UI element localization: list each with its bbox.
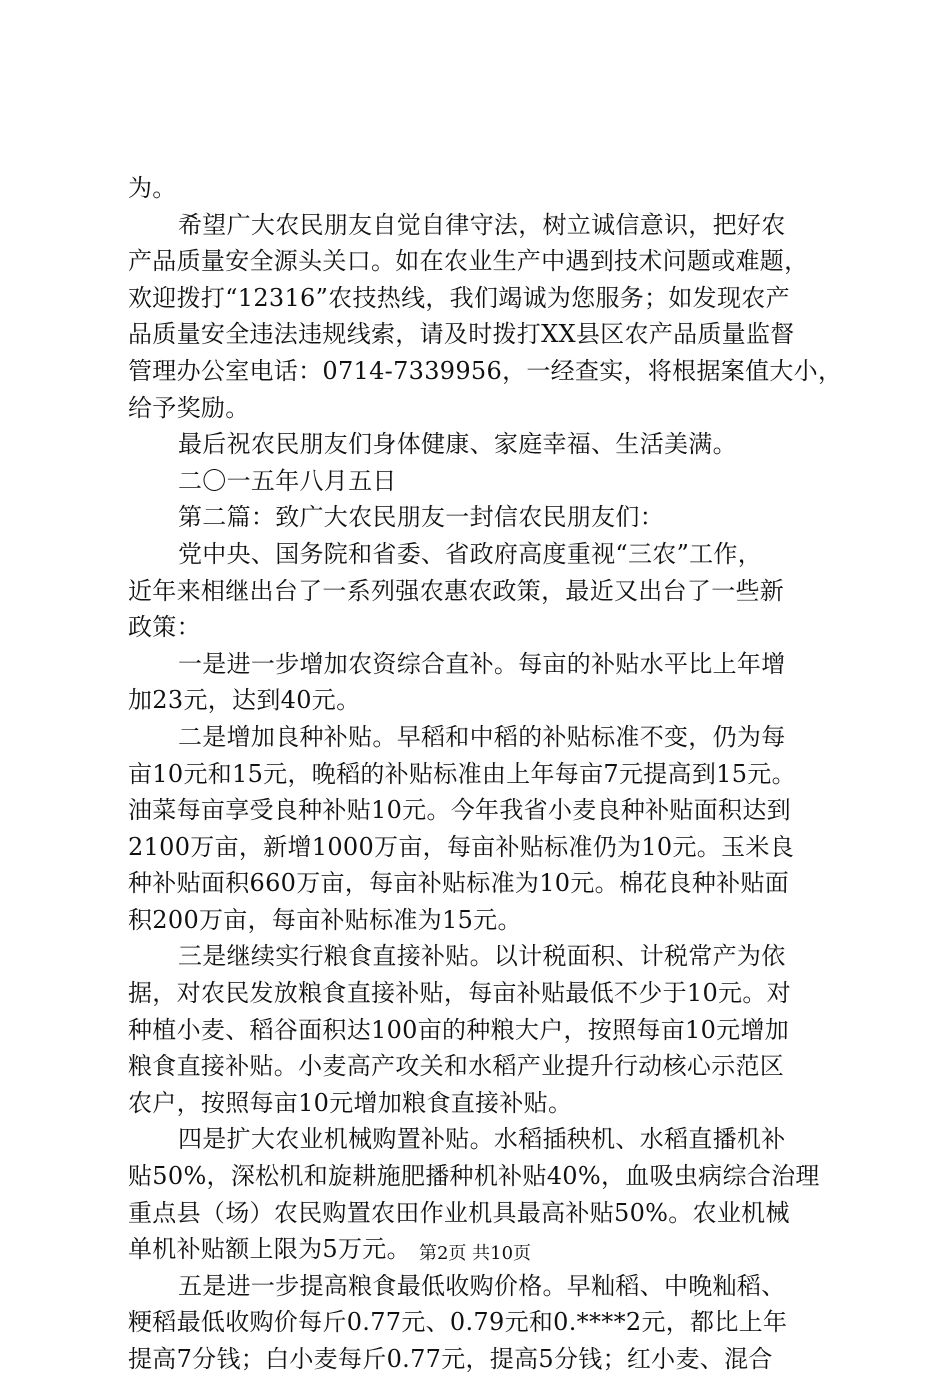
text-line: 积200万亩，每亩补贴标准为15元。	[128, 905, 522, 934]
text-line: 一是进一步增加农资综合直补。每亩的补贴水平比上年增	[178, 649, 786, 678]
text-line: 提高7分钱；白小麦每斤0.77元，提高5分钱；红小麦、混合	[128, 1345, 773, 1373]
text-line: 为。	[128, 174, 177, 202]
text-line: 二是增加良种补贴。早稻和中稻的补贴标准不变，仍为每	[178, 722, 786, 751]
text-line: 五是进一步提高粮食最低收购价格。早籼稻、中晚籼稻、	[178, 1271, 786, 1300]
text-line: 希望广大农民朋友自觉自律守法，树立诚信意识，把好农	[178, 210, 786, 239]
text-line: 品质量安全违法违规线索，请及时拨打XX县区农产品质量监督	[128, 320, 795, 349]
text-line: 粳稻最低收购价每斤0.77元、0.79元和0.****2元，都比上年	[128, 1308, 788, 1337]
text-line: 二〇一五年八月五日	[178, 466, 397, 495]
text-line: 第二篇：致广大农民朋友一封信农民朋友们：	[178, 503, 664, 532]
text-line: 近年来相继出台了一系列强农惠农政策，最近又出台了一些新	[128, 576, 785, 605]
text-line: 政策：	[128, 613, 201, 642]
text-line: 四是扩大农业机械购置补贴。水稻插秧机、水稻直播机补	[178, 1125, 786, 1154]
text-line: 单机补贴额上限为5万元。	[128, 1235, 411, 1264]
text-line: 三是继续实行粮食直接补贴。以计税面积、计税常产为依	[178, 942, 786, 971]
text-line: 农户，按照每亩10元增加粮食直接补贴。	[128, 1088, 573, 1117]
text-line: 据，对农民发放粮食直接补贴，每亩补贴最低不少于10元。对	[128, 979, 791, 1008]
text-line: 加23元，达到40元。	[128, 686, 361, 715]
text-line: 管理办公室电话：0714-7339956，一经查实，将根据案值大小，	[128, 356, 843, 385]
text-line: 党中央、国务院和省委、省政府高度重视“三农”工作，	[178, 539, 763, 568]
text-line: 油菜每亩享受良种补贴10元。今年我省小麦良种补贴面积达到	[128, 796, 791, 825]
text-line: 种补贴面积660万亩，每亩补贴标准为10元。棉花良种补贴面	[128, 869, 790, 898]
text-line: 欢迎拨打“12316”农技热线，我们竭诚为您服务；如发现农产	[128, 283, 790, 312]
page-footer: 第2页 共10页	[418, 1243, 532, 1264]
text-line: 最后祝农民朋友们身体健康、家庭幸福、生活美满。	[178, 430, 737, 459]
text-line: 2100万亩，新增1000万亩，每亩补贴标准仍为10元。玉米良	[128, 832, 794, 861]
text-line: 贴50%，深松机和旋耕施肥播种机补贴40%，血吸虫病综合治理	[128, 1162, 820, 1191]
text-line: 重点县（场）农民购置农田作业机具最高补贴50%。农业机械	[128, 1198, 790, 1227]
text-line: 亩10元和15元，晚稻的补贴标准由上年每亩7元提高到15元。	[128, 759, 796, 788]
text-line: 种植小麦、稻谷面积达100亩的种粮大户，按照每亩10元增加	[128, 1015, 790, 1044]
document-body	[128, 170, 848, 1378]
text-line: 粮食直接补贴。小麦高产攻关和水稻产业提升行动核心示范区	[128, 1052, 785, 1081]
text-line: 给予奖励。	[128, 393, 250, 422]
text-line: 产品质量安全源头关口。如在农业生产中遇到技术问题或难题，	[128, 247, 809, 276]
